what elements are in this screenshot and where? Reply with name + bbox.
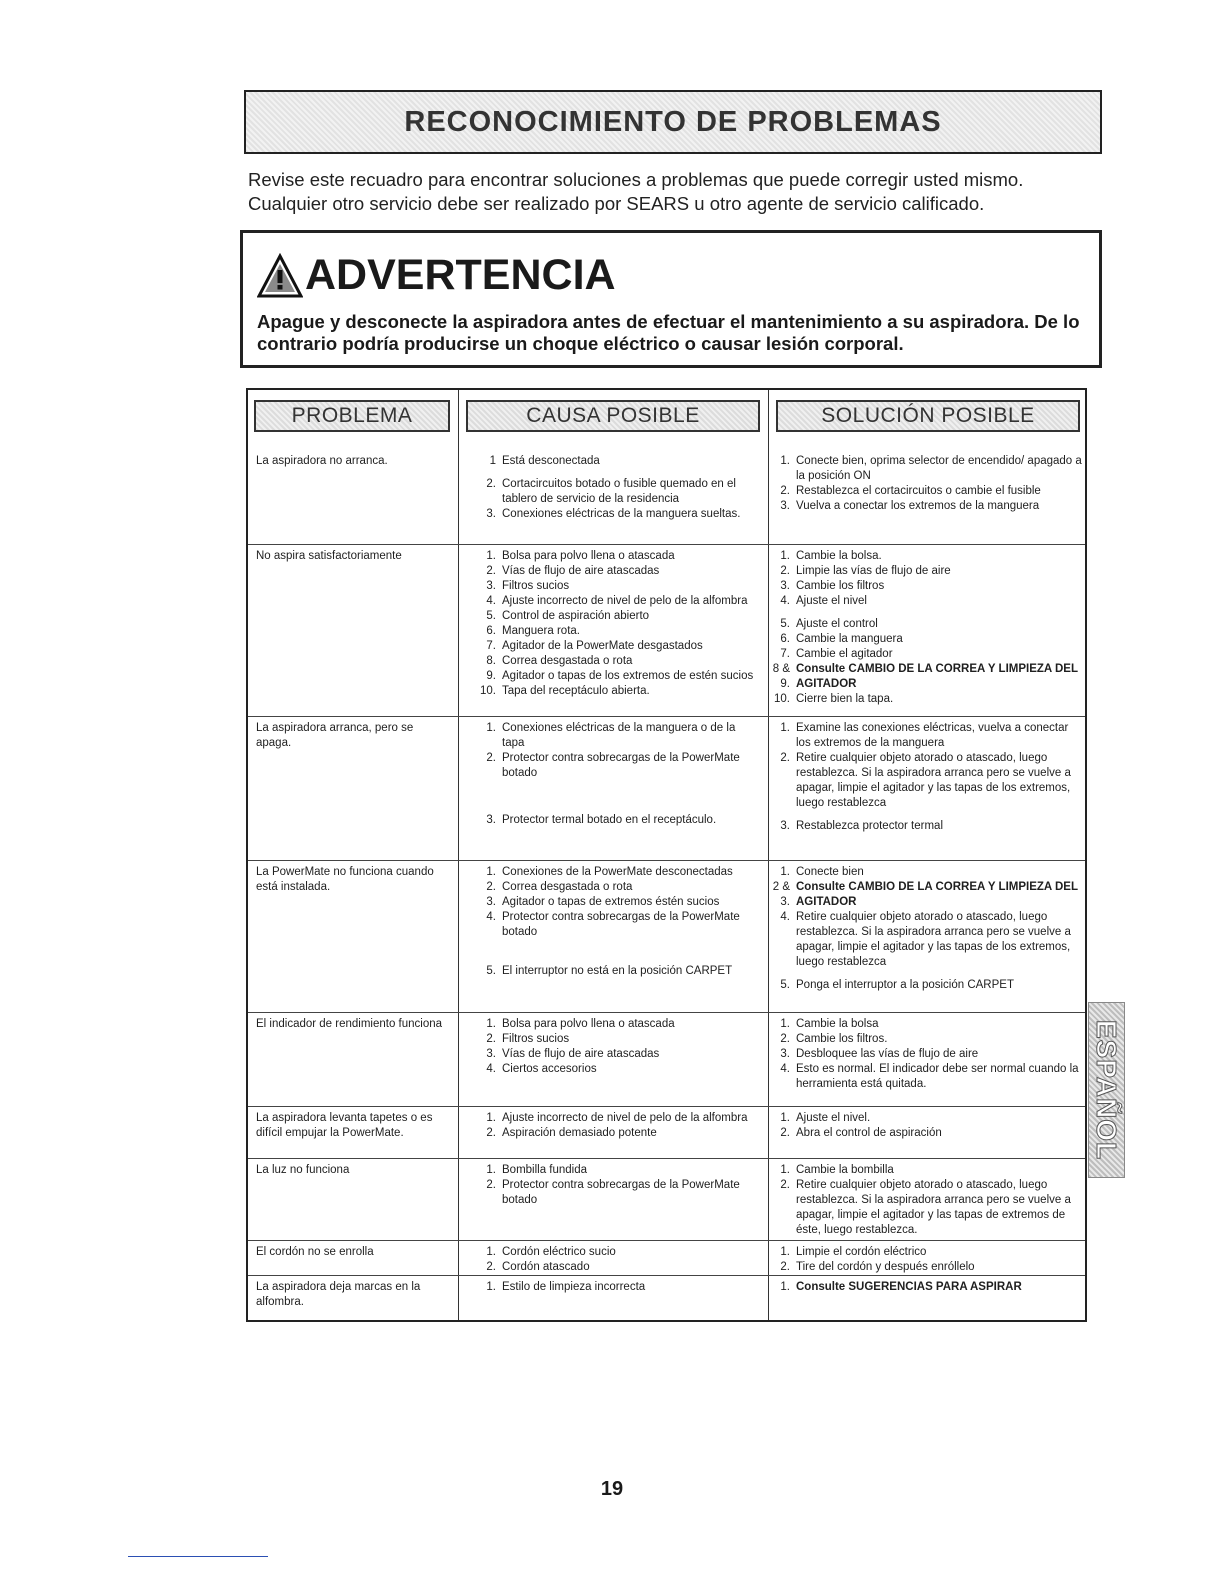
cause-item xyxy=(470,579,760,594)
item-number: 2. xyxy=(486,1127,496,1139)
cause-item xyxy=(470,594,760,609)
solution-cell xyxy=(764,1163,1082,1238)
solution-item xyxy=(764,1032,1082,1047)
item-text: Consulte SUGERENCIAS PARA ASPIRAR xyxy=(796,1281,1022,1293)
item-text: Correa desgastada o rota xyxy=(502,881,633,893)
solution-item xyxy=(764,910,1082,970)
problem-cell: No aspira satisfactoriamente xyxy=(256,550,402,562)
item-text: Retire cualquier objeto atorado o atascado, luego restablezca. Si la aspiradora arranca pero se vuelve a apagar, limpie el agitador y las tapas de extremos de éste, luego restablezca. xyxy=(796,1179,1071,1236)
cause-item xyxy=(470,669,760,684)
solution-item xyxy=(764,721,1082,751)
solution-item xyxy=(764,978,1082,993)
item-number: 9. xyxy=(486,670,496,682)
item-number: 2. xyxy=(486,1261,496,1273)
table-row xyxy=(248,544,1085,717)
solution-item xyxy=(764,1280,1082,1295)
item-number: 3. xyxy=(486,580,496,592)
table-row xyxy=(248,1275,1085,1324)
header-cause: CAUSA POSIBLE xyxy=(466,400,760,432)
problem-cell: La PowerMate no funciona cuando está instalada. xyxy=(256,866,434,893)
cause-cell xyxy=(470,865,760,979)
item-text: Bolsa para polvo llena o atascada xyxy=(502,1018,675,1030)
item-number: 3. xyxy=(780,1048,790,1060)
item-number: 2. xyxy=(486,478,496,490)
warning-triangle-icon xyxy=(257,253,303,299)
item-text: Conexiones eléctricas de la manguera sueltas. xyxy=(502,508,741,520)
solution-cell xyxy=(764,1111,1082,1141)
table-row xyxy=(248,1106,1085,1159)
solution-item xyxy=(764,1062,1082,1092)
item-number: 5. xyxy=(780,618,790,630)
item-text: Tire del cordón y después enróllelo xyxy=(796,1261,975,1273)
item-text: Vías de flujo de aire atascadas xyxy=(502,1048,660,1060)
item-number: 3. xyxy=(486,1048,496,1060)
item-text: Ajuste incorrecto de nivel de pelo de la alfombra xyxy=(502,595,748,607)
item-text: Agitador o tapas de extremos éstén sucios xyxy=(502,896,720,908)
item-text: Cordón atascado xyxy=(502,1261,590,1273)
solution-item xyxy=(764,662,1082,692)
solution-item xyxy=(764,1047,1082,1062)
solution-item xyxy=(764,1178,1082,1238)
item-number: 1. xyxy=(780,550,790,562)
item-text: Ponga el interruptor a la posición CARPET xyxy=(796,979,1014,991)
cause-item xyxy=(470,454,760,469)
footer-rule xyxy=(128,1556,268,1557)
warning-box xyxy=(240,230,1102,368)
item-text: Ajuste incorrecto de nivel de pelo de la alfombra xyxy=(502,1112,748,1124)
item-number: 10. xyxy=(774,693,790,705)
solution-item xyxy=(764,579,1082,594)
item-number: 1. xyxy=(780,1164,790,1176)
cause-item xyxy=(470,1245,760,1260)
solution-item xyxy=(764,692,1082,707)
item-text: Retire cualquier objeto atorado o atascado, luego restablezca. Si la aspiradora arranca pero se vuelve a apagar, limpie el agitador y las tapas de los extremos, luego restablezca xyxy=(796,752,1071,809)
solution-cell xyxy=(764,1280,1082,1295)
solution-item xyxy=(764,454,1082,484)
item-text: Bolsa para polvo llena o atascada xyxy=(502,550,675,562)
solution-item xyxy=(764,1245,1082,1260)
item-text: Cambie los filtros. xyxy=(796,1033,888,1045)
solution-item xyxy=(764,617,1082,632)
cause-item xyxy=(470,895,760,910)
item-number: 2. xyxy=(780,1127,790,1139)
problem-cell: La aspiradora no arranca. xyxy=(256,455,388,467)
section-banner xyxy=(244,90,1102,154)
item-number: 7. xyxy=(780,648,790,660)
table-row xyxy=(248,860,1085,1013)
spacer xyxy=(764,970,1082,978)
item-text: Ajuste el control xyxy=(796,618,878,630)
item-number: 3. xyxy=(486,508,496,520)
cause-item xyxy=(470,549,760,564)
solution-cell xyxy=(764,454,1082,514)
item-number: 8 & 9. xyxy=(772,663,790,690)
cause-item xyxy=(470,477,760,507)
item-number: 4. xyxy=(780,595,790,607)
item-number: 3. xyxy=(780,580,790,592)
item-number: 1. xyxy=(486,1246,496,1258)
item-number: 5. xyxy=(486,965,496,977)
solution-cell xyxy=(764,549,1082,707)
item-number: 1. xyxy=(780,1112,790,1124)
item-text: Control de aspiración abierto xyxy=(502,610,650,622)
item-number: 2. xyxy=(780,1179,790,1191)
item-text: Protector contra sobrecargas de la PowerMate botado xyxy=(502,1179,740,1206)
item-number: 4. xyxy=(486,1063,496,1075)
solution-item xyxy=(764,594,1082,609)
solution-item xyxy=(764,880,1082,910)
item-number: 2. xyxy=(486,1033,496,1045)
item-text: Conexiones eléctricas de la manguera o de la tapa xyxy=(502,722,736,749)
page-number: 19 xyxy=(600,1478,624,1500)
solution-item xyxy=(764,632,1082,647)
solution-item xyxy=(764,751,1082,811)
cause-cell xyxy=(470,1111,760,1141)
item-text: Filtros sucios xyxy=(502,1033,570,1045)
intro-paragraph: Revise este recuadro para encontrar soluciones a problemas que puede corregir usted mismo. Cualquier otro servicio debe ser realizado por SEARS u otro agente de servicio calificado. xyxy=(248,169,1024,214)
cause-item xyxy=(470,1047,760,1062)
item-number: 4. xyxy=(780,911,790,923)
item-text: Consulte CAMBIO DE LA CORREA Y LIMPIEZA DEL AGITADOR xyxy=(796,663,1078,690)
table-row xyxy=(248,1240,1085,1276)
item-text: Protector termal botado en el receptáculo. xyxy=(502,814,717,826)
item-text: Conecte bien xyxy=(796,866,864,878)
spacer xyxy=(470,948,760,956)
item-text: Bombilla fundida xyxy=(502,1164,588,1176)
spacer xyxy=(764,811,1082,819)
solution-cell xyxy=(764,1245,1082,1275)
solution-item xyxy=(764,819,1082,834)
item-number: 8. xyxy=(486,655,496,667)
cause-item xyxy=(470,1280,760,1295)
item-number: 1. xyxy=(780,1018,790,1030)
item-text: Desbloquee las vías de flujo de aire xyxy=(796,1048,979,1060)
cause-cell xyxy=(470,721,760,828)
problem-cell: El indicador de rendimiento funciona xyxy=(256,1018,443,1030)
item-text: Conexiones de la PowerMate desconectadas xyxy=(502,866,733,878)
item-number: 3. xyxy=(780,500,790,512)
item-text: Está desconectada xyxy=(502,455,600,467)
item-text: Agitador o tapas de los extremos de estén sucios xyxy=(502,670,754,682)
item-number: 1. xyxy=(486,1281,496,1293)
item-number: 7. xyxy=(486,640,496,652)
table-row xyxy=(248,716,1085,861)
solution-cell xyxy=(764,1017,1082,1092)
item-number: 2. xyxy=(780,485,790,497)
cause-item xyxy=(470,684,760,699)
cause-item xyxy=(470,1017,760,1032)
solution-item xyxy=(764,549,1082,564)
item-text: Cambie la bolsa xyxy=(796,1018,879,1030)
cause-item xyxy=(470,639,760,654)
item-number: 1. xyxy=(486,1164,496,1176)
cause-item xyxy=(470,910,760,940)
item-number: 4. xyxy=(780,1063,790,1075)
item-number: 3. xyxy=(486,896,496,908)
header-solution: SOLUCIÓN POSIBLE xyxy=(776,400,1080,432)
cause-item xyxy=(470,813,760,828)
item-text: Ciertos accesorios xyxy=(502,1063,597,1075)
item-text: Manguera rota. xyxy=(502,625,580,637)
solution-item xyxy=(764,1111,1082,1126)
section-title: RECONOCIMIENTO DE PROBLEMAS xyxy=(404,105,942,138)
item-number: 1. xyxy=(780,866,790,878)
item-text: Esto es normal. El indicador debe ser normal cuando la herramienta está quitada. xyxy=(796,1063,1079,1090)
warning-text: Apague y desconecte la aspiradora antes de efectuar el mantenimiento a su aspiradora. De lo contrario podría producirse un choque eléctrico o causar lesión corporal. xyxy=(257,311,1080,354)
cause-cell xyxy=(470,454,760,522)
item-text: Retire cualquier objeto atorado o atascado, luego restablezca. Si la aspiradora arranca pero se vuelve a apagar, limpie el agitador y las tapas de los extremos, luego restablezca xyxy=(796,911,1071,968)
cause-item xyxy=(470,964,760,979)
cause-cell xyxy=(470,1017,760,1077)
cause-item xyxy=(470,880,760,895)
item-text: Protector contra sobrecargas de la PowerMate botado xyxy=(502,752,740,779)
solution-item xyxy=(764,1163,1082,1178)
cause-item xyxy=(470,564,760,579)
table-row xyxy=(248,1012,1085,1107)
solution-item xyxy=(764,564,1082,579)
problem-cell: La aspiradora levanta tapetes o es difícil empujar la PowerMate. xyxy=(256,1112,433,1139)
item-number: 3. xyxy=(486,814,496,826)
cause-item xyxy=(470,1178,760,1208)
spacer xyxy=(470,805,760,813)
solution-cell xyxy=(764,721,1082,834)
header-problem: PROBLEMA xyxy=(254,400,450,432)
solution-item xyxy=(764,499,1082,514)
item-text: Abra el control de aspiración xyxy=(796,1127,942,1139)
cause-item xyxy=(470,654,760,669)
warning-title: ADVERTENCIA xyxy=(305,251,616,299)
item-text: Consulte CAMBIO DE LA CORREA Y LIMPIEZA DEL AGITADOR xyxy=(796,881,1078,908)
item-text: Cordón eléctrico sucio xyxy=(502,1246,616,1258)
item-text: Correa desgastada o rota xyxy=(502,655,633,667)
solution-item xyxy=(764,1260,1082,1275)
table-row xyxy=(248,1158,1085,1241)
item-text: Protector contra sobrecargas de la PowerMate botado xyxy=(502,911,740,938)
item-text: Agitador de la PowerMate desgastados xyxy=(502,640,703,652)
spacer xyxy=(470,789,760,797)
item-text: Cambie la bolsa. xyxy=(796,550,882,562)
item-text: Tapa del receptáculo abierta. xyxy=(502,685,650,697)
item-number: 1 xyxy=(489,455,496,467)
item-text: Cambie los filtros xyxy=(796,580,885,592)
cause-cell xyxy=(470,1280,760,1295)
item-number: 6. xyxy=(780,633,790,645)
warning-header xyxy=(257,251,616,300)
troubleshooting-table xyxy=(246,388,1087,1322)
item-text: Conecte bien, oprima selector de encendido/ apagado a la posición ON xyxy=(796,455,1082,482)
cause-cell xyxy=(470,1163,760,1208)
item-number: 2. xyxy=(780,752,790,764)
item-number: 2. xyxy=(486,1179,496,1191)
item-text: Cierre bien la tapa. xyxy=(796,693,894,705)
item-number: 1. xyxy=(780,1281,790,1293)
item-number: 2. xyxy=(486,565,496,577)
item-number: 4. xyxy=(486,595,496,607)
spacer xyxy=(470,940,760,948)
solution-item xyxy=(764,647,1082,662)
language-tab-label: ESPAÑOL xyxy=(1091,1019,1123,1161)
item-number: 1. xyxy=(486,1112,496,1124)
item-text: Restablezca protector termal xyxy=(796,820,944,832)
item-number: 2. xyxy=(486,881,496,893)
item-number: 1. xyxy=(780,1246,790,1258)
item-number: 2. xyxy=(486,752,496,764)
item-number: 5. xyxy=(486,610,496,622)
spacer xyxy=(470,956,760,964)
item-text: Aspiración demasiado potente xyxy=(502,1127,657,1139)
item-number: 5. xyxy=(780,979,790,991)
item-text: Cambie la bombilla xyxy=(796,1164,894,1176)
item-text: Filtros sucios xyxy=(502,580,570,592)
problem-cell: La aspiradora arranca, pero se apaga. xyxy=(256,722,414,749)
cause-item xyxy=(470,609,760,624)
item-number: 1. xyxy=(486,550,496,562)
item-number: 1. xyxy=(486,1018,496,1030)
item-number: 2. xyxy=(780,1261,790,1273)
spacer xyxy=(470,781,760,789)
cause-item xyxy=(470,1062,760,1077)
solution-item xyxy=(764,484,1082,499)
problem-cell: La luz no funciona xyxy=(256,1164,350,1176)
cause-item xyxy=(470,507,760,522)
item-text: Cambie el agitador xyxy=(796,648,893,660)
cause-cell xyxy=(470,549,760,699)
table-row xyxy=(248,450,1085,544)
cause-cell xyxy=(470,1245,760,1275)
cause-item xyxy=(470,1163,760,1178)
item-text: Cortacircuitos botado o fusible quemado en el tablero de servicio de la residencia xyxy=(502,478,736,505)
cause-item xyxy=(470,624,760,639)
item-number: 1. xyxy=(486,866,496,878)
cause-item xyxy=(470,751,760,781)
cause-item xyxy=(470,1111,760,1126)
cause-item xyxy=(470,865,760,880)
item-text: Limpie el cordón eléctrico xyxy=(796,1246,927,1258)
item-text: Limpie las vías de flujo de aire xyxy=(796,565,951,577)
item-text: El interruptor no está en la posición CARPET xyxy=(502,965,733,977)
item-number: 2. xyxy=(780,1033,790,1045)
problem-cell: La aspiradora deja marcas en la alfombra. xyxy=(256,1281,421,1308)
solution-cell xyxy=(764,865,1082,993)
item-number: 1. xyxy=(780,722,790,734)
item-number: 10. xyxy=(480,685,496,697)
solution-item xyxy=(764,1126,1082,1141)
spacer xyxy=(470,797,760,805)
solution-item xyxy=(764,865,1082,880)
item-number: 6. xyxy=(486,625,496,637)
item-number: 1. xyxy=(780,455,790,467)
cause-item xyxy=(470,1260,760,1275)
solution-item xyxy=(764,1017,1082,1032)
cause-item xyxy=(470,1032,760,1047)
spacer xyxy=(764,609,1082,617)
problem-cell: El cordón no se enrolla xyxy=(256,1246,374,1258)
cause-item xyxy=(470,1126,760,1141)
item-text: Estilo de limpieza incorrecta xyxy=(502,1281,646,1293)
item-text: Examine las conexiones eléctricas, vuelva a conectar los extremos de la manguera xyxy=(796,722,1069,749)
language-tab xyxy=(1088,1002,1125,1178)
item-number: 4. xyxy=(486,911,496,923)
item-text: Restablezca el cortacircuitos o cambie el fusible xyxy=(796,485,1041,497)
item-number: 2 & 3. xyxy=(772,881,790,908)
item-text: Vuelva a conectar los extremos de la manguera xyxy=(796,500,1040,512)
item-text: Ajuste el nivel xyxy=(796,595,867,607)
cause-item xyxy=(470,721,760,751)
item-text: Cambie la manguera xyxy=(796,633,903,645)
item-text: Vías de flujo de aire atascadas xyxy=(502,565,660,577)
item-text: Ajuste el nivel. xyxy=(796,1112,871,1124)
item-number: 1. xyxy=(486,722,496,734)
item-number: 3. xyxy=(780,820,790,832)
spacer xyxy=(470,469,760,477)
item-number: 2. xyxy=(780,565,790,577)
